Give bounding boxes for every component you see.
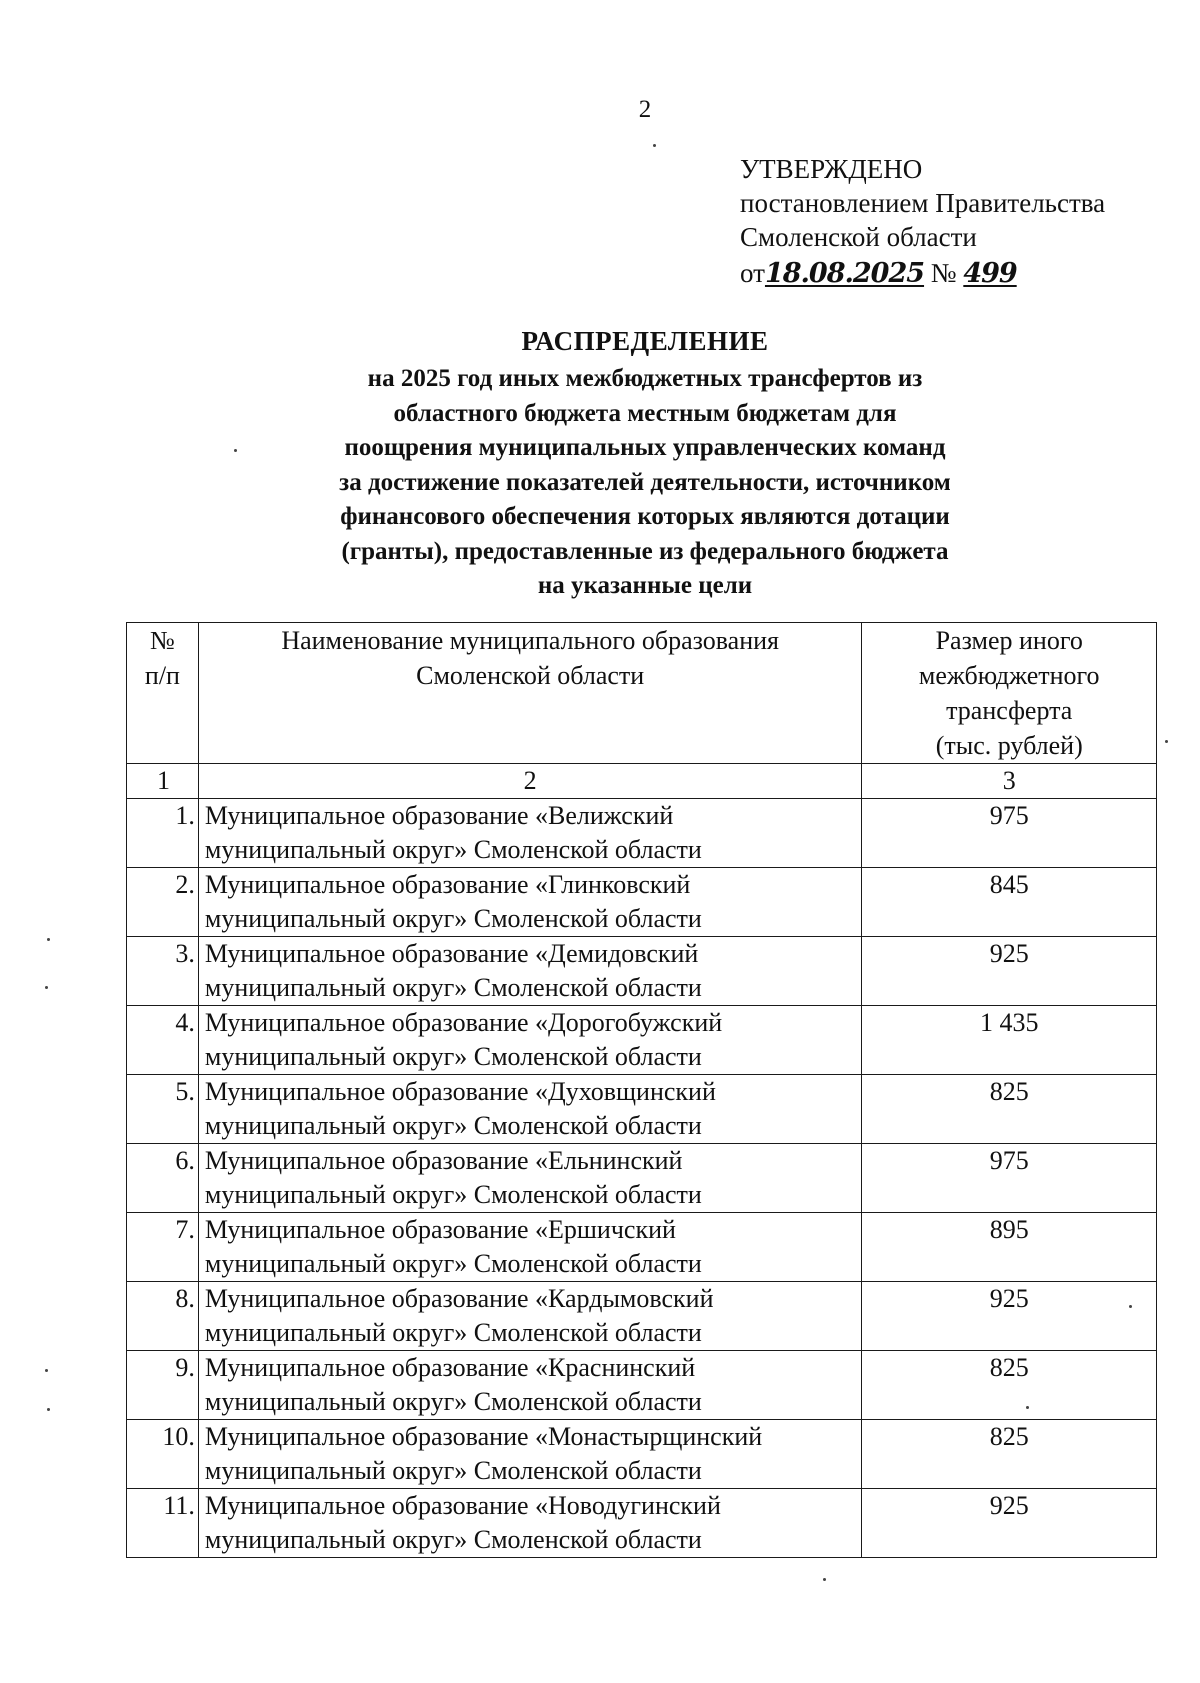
- subtitle-line: поощрения муниципальных управленческих команд: [344, 434, 946, 461]
- table-row: [127, 937, 1157, 1006]
- municipality-name: [198, 868, 862, 937]
- scan-speck: [823, 1578, 826, 1581]
- municipality-name-line: муниципальный округ» Смоленской области: [204, 1525, 702, 1554]
- distribution-table: [126, 622, 1157, 1558]
- number-label: №: [930, 258, 957, 288]
- transfer-amount: 845: [862, 868, 1157, 937]
- transfer-amount: 1 435: [862, 1006, 1157, 1075]
- scan-speck: [1129, 1305, 1132, 1308]
- row-index: 9.: [127, 1351, 199, 1420]
- municipality-name-line: муниципальный округ» Смоленской области: [204, 1180, 702, 1209]
- municipality-name-line: муниципальный округ» Смоленской области: [204, 1249, 702, 1278]
- row-index: 1.: [127, 799, 199, 868]
- table-row: [127, 1006, 1157, 1075]
- column-number: 1: [127, 764, 199, 799]
- municipality-name-line: Муниципальное образование «Ельнинский: [204, 1146, 683, 1175]
- municipality-name: [198, 1144, 862, 1213]
- approval-date-line: [740, 256, 1105, 291]
- municipality-name-line: Муниципальное образование «Глинковский: [204, 870, 691, 899]
- approval-heading: УТВЕРЖДЕНО: [740, 154, 923, 184]
- transfer-amount: 825: [862, 1075, 1157, 1144]
- row-index: 2.: [127, 868, 199, 937]
- row-index: 7.: [127, 1213, 199, 1282]
- transfer-amount: 975: [862, 799, 1157, 868]
- table-row: [127, 1282, 1157, 1351]
- column-number: 3: [862, 764, 1157, 799]
- municipality-name: [198, 1420, 862, 1489]
- municipality-name-line: муниципальный округ» Смоленской области: [204, 1042, 702, 1071]
- municipality-name-line: Муниципальное образование «Духовщинский: [204, 1077, 716, 1106]
- municipality-name: [198, 1351, 862, 1420]
- table-row: [127, 1144, 1157, 1213]
- page-number: 2: [638, 96, 652, 123]
- municipality-name-line: Муниципальное образование «Демидовский: [204, 939, 699, 968]
- municipality-name: [198, 937, 862, 1006]
- row-index: 10.: [127, 1420, 199, 1489]
- municipality-name-line: муниципальный округ» Смоленской области: [204, 904, 702, 933]
- municipality-name-line: муниципальный округ» Смоленской области: [204, 1456, 702, 1485]
- subtitle-line: областного бюджета местным бюджетам для: [393, 399, 897, 427]
- transfer-amount: 925: [862, 1282, 1157, 1351]
- municipality-name-line: муниципальный округ» Смоленской области: [204, 835, 702, 864]
- approval-region: Смоленской области: [740, 222, 977, 252]
- scan-speck: [1026, 1406, 1029, 1409]
- table-row: [127, 1213, 1157, 1282]
- scan-speck: [47, 1408, 50, 1411]
- handwritten-date: 18.08.2025: [764, 258, 925, 289]
- row-index: 5.: [127, 1075, 199, 1144]
- transfer-amount: 825: [862, 1351, 1157, 1420]
- scan-speck: [1165, 740, 1168, 743]
- municipality-name-line: муниципальный округ» Смоленской области: [204, 1318, 702, 1347]
- subtitle-line: на указанные цели: [537, 572, 753, 599]
- approval-authority: постановлением Правительства: [740, 188, 1106, 218]
- scan-speck: [653, 144, 656, 147]
- table-row: [127, 1075, 1157, 1144]
- table-header-row: [127, 623, 1157, 764]
- municipality-name: [198, 1489, 862, 1558]
- row-index: 3.: [127, 937, 199, 1006]
- municipality-name-line: муниципальный округ» Смоленской области: [204, 973, 702, 1002]
- municipality-name-line: муниципальный округ» Смоленской области: [204, 1111, 702, 1140]
- row-index: 8.: [127, 1282, 199, 1351]
- transfer-amount: 925: [862, 937, 1157, 1006]
- scan-speck: [45, 986, 48, 989]
- row-index: 11.: [127, 1489, 199, 1558]
- municipality-name-line: Муниципальное образование «Монастырщинский: [204, 1422, 763, 1451]
- header-index: № п/п: [127, 623, 199, 764]
- transfer-amount: 825: [862, 1420, 1157, 1489]
- subtitle-line: финансового обеспечения которых являются дотации: [340, 503, 950, 530]
- municipality-name: [198, 1213, 862, 1282]
- table-row: [127, 1420, 1157, 1489]
- municipality-name: [198, 1006, 862, 1075]
- municipality-name-line: Муниципальное образование «Краснинский: [204, 1353, 696, 1382]
- row-index: 4.: [127, 1006, 199, 1075]
- scan-speck: [47, 938, 50, 941]
- municipality-name: [198, 1075, 862, 1144]
- scan-speck: [45, 1369, 48, 1372]
- scan-speck: [234, 449, 237, 452]
- table-row: [127, 1489, 1157, 1558]
- handwritten-number: 499: [963, 258, 1017, 289]
- transfer-amount: 925: [862, 1489, 1157, 1558]
- date-prefix: от: [740, 258, 765, 288]
- subtitle-line: (гранты), предоставленные из федерального бюджета: [341, 537, 949, 565]
- municipality-name-line: Муниципальное образование «Кардымовский: [204, 1284, 714, 1313]
- approval-stamp: [740, 152, 1105, 291]
- municipality-name-line: муниципальный округ» Смоленской области: [204, 1387, 702, 1416]
- table-row: [127, 868, 1157, 937]
- municipality-name-line: Муниципальное образование «Велижский: [204, 801, 674, 830]
- table-row: [127, 1351, 1157, 1420]
- municipality-name: [198, 799, 862, 868]
- document-title: РАСПРЕДЕЛЕНИЕ: [521, 326, 769, 356]
- transfer-amount: 975: [862, 1144, 1157, 1213]
- municipality-name-line: Муниципальное образование «Новодугинский: [204, 1491, 721, 1520]
- column-number: 2: [198, 764, 862, 799]
- document-subtitle: [0, 362, 1200, 604]
- table-row: [127, 799, 1157, 868]
- column-number-row: [127, 764, 1157, 799]
- subtitle-line: за достижение показателей деятельности, источником: [339, 468, 951, 496]
- municipality-name-line: Муниципальное образование «Дорогобужский: [204, 1008, 723, 1037]
- municipality-name: [198, 1282, 862, 1351]
- header-municipality: Наименование муниципального образования Смоленской области: [198, 623, 862, 764]
- header-amount: Размер иного межбюджетного трансферта (тыс. рублей): [862, 623, 1157, 764]
- municipality-name-line: Муниципальное образование «Ершичский: [204, 1215, 676, 1244]
- subtitle-line: на 2025 год иных межбюджетных трансфертов из: [367, 365, 923, 392]
- transfer-amount: 895: [862, 1213, 1157, 1282]
- row-index: 6.: [127, 1144, 199, 1213]
